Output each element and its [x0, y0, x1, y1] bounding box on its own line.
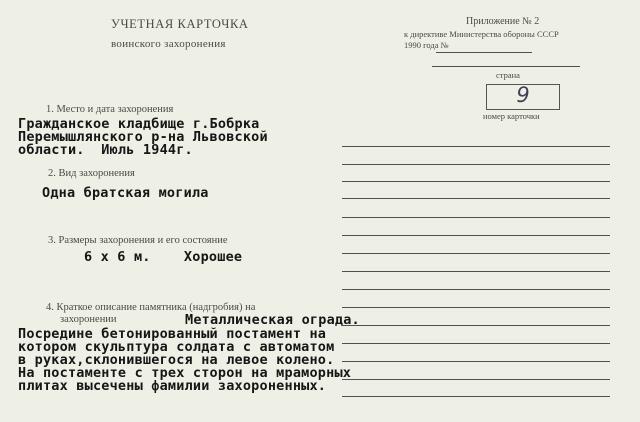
burial-type-label: 2. Вид захоронения — [48, 168, 135, 179]
monument-description-label: 4. Краткое описание памятника (надгробия) на — [46, 302, 256, 313]
ruled-line — [342, 289, 610, 290]
ruled-line — [342, 217, 610, 218]
ruled-line — [342, 271, 610, 272]
burial-place-date-label: 1. Место и дата захоронения — [46, 104, 174, 115]
burial-size-condition-value: 6 х 6 м. Хорошее — [84, 249, 243, 265]
burial-place-line: Перемышлянского р-на Львовской — [18, 129, 268, 145]
ruled-line — [342, 164, 610, 165]
card-number-value: 9 — [516, 83, 530, 107]
appendix-number-rule — [436, 52, 532, 53]
burial-size-condition-label: 3. Размеры захоронения и его состояние — [48, 235, 228, 246]
burial-type-value: Одна братская могила — [42, 185, 209, 201]
card-title: УЧЕТНАЯ КАРТОЧКА — [111, 17, 249, 31]
burial-place-line: области. Июль 1944г. — [18, 142, 193, 158]
card-number-box — [486, 84, 560, 110]
appendix-title: Приложение № 2 — [466, 16, 540, 27]
monument-description-line: Посредине бетонированный постамент на — [18, 326, 327, 342]
ruled-line — [342, 198, 610, 199]
ruled-line — [342, 361, 610, 362]
ruled-line — [342, 396, 610, 397]
burial-place-line: Гражданское кладбище г.Бобрка — [18, 116, 260, 132]
monument-description-label-continued: захоронении — [60, 314, 117, 325]
monument-description-line: котором скульптура солдата с автоматом — [18, 339, 335, 355]
monument-description-line: Металлическая ограда. — [185, 312, 360, 328]
ruled-line — [342, 181, 610, 182]
monument-description-line: плитах высечены фамилии захороненных. — [18, 378, 327, 394]
appendix-year-line: 1990 года № — [404, 40, 449, 50]
card-subtitle: воинского захоронения — [111, 38, 226, 50]
card-number-label: номер карточки — [483, 111, 540, 121]
ruled-line — [342, 253, 610, 254]
ruled-line — [342, 325, 610, 326]
monument-description-line: На постаменте с трех сторон на мраморных — [18, 365, 352, 381]
ruled-line — [342, 379, 610, 380]
appendix-directive-line: к директиве Министерства обороны СССР — [404, 29, 559, 39]
ruled-line — [342, 307, 610, 308]
country-rule — [432, 66, 580, 67]
country-label: страна — [496, 70, 520, 80]
monument-description-line: в руках,склонившегося на левое колено. — [18, 352, 335, 368]
ruled-line — [342, 343, 610, 344]
ruled-line — [342, 235, 610, 236]
ruled-line — [342, 146, 610, 147]
